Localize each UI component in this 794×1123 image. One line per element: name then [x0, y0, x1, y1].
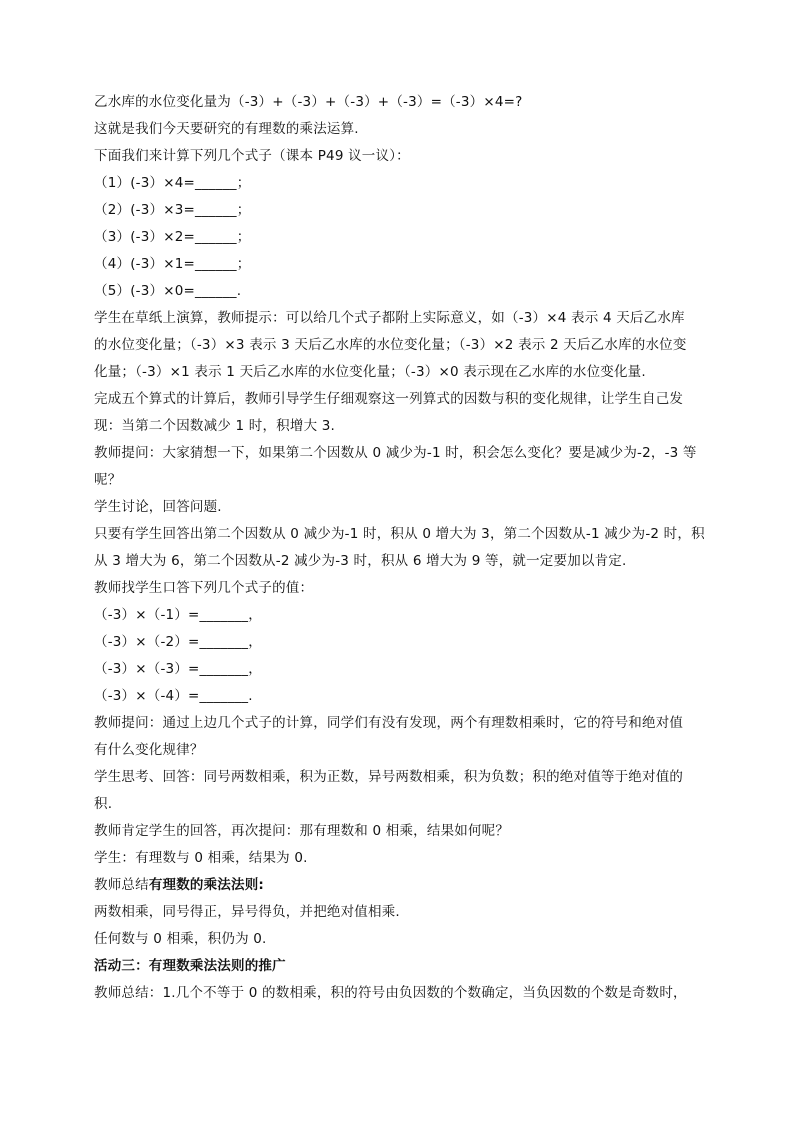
- exercise-line: （2）(-3）×3=______；: [94, 202, 251, 218]
- text-line: 这就是我们今天要研究的有理数的乘法运算.: [94, 121, 359, 137]
- summary-prefix: 教师总结: [94, 877, 149, 893]
- text-line: 只要有学生回答出第二个因数从 0 减少为-1 时，积从 0 增大为 3，第二个因数从-1 减少为-2 时，积: [94, 526, 705, 542]
- exercise-line: （-3）×（-3）=_______，: [94, 661, 262, 677]
- text-line: 的水位变化量；（-3）×3 表示 3 天后乙水库的水位变化量；（-3）×2 表示 2 天后乙水库的水位变: [94, 337, 687, 353]
- exercise-line: （5）(-3）×0=______.: [94, 283, 242, 299]
- text-line: 有什么变化规律？: [94, 742, 204, 758]
- text-line: 下面我们来计算下列几个式子（课本 P49 议一议）：: [94, 148, 410, 164]
- section-heading: 活动三：有理数乘法法则的推广: [94, 958, 286, 974]
- summary-line: [94, 872, 704, 899]
- exercise-line: （3）(-3）×2=______；: [94, 229, 251, 245]
- exercise-line: （1）(-3）×4=______；: [94, 175, 251, 191]
- document-body: [94, 89, 704, 1007]
- exercise-line: （4）(-3）×1=______；: [94, 256, 251, 272]
- text-line: 完成五个算式的计算后，教师引导学生仔细观察这一列算式的因数与积的变化规律，让学生自己发: [94, 391, 684, 407]
- summary-rule-title: 有理数的乘法法则:: [148, 877, 265, 893]
- text-line: 学生在草纸上演算，教师提示：可以给几个式子都附上实际意义，如（-3）×4 表示 4 天后乙水库: [94, 310, 685, 326]
- text-line: 教师提问：大家猜想一下，如果第二个因数从 0 减少为-1 时，积会怎么变化？要是减少为-2，-3 等: [94, 445, 697, 461]
- text-line: 教师提问：通过上边几个式子的计算，同学们有没有发现，两个有理数相乘时，它的符号和绝对值: [94, 715, 684, 731]
- text-line: 学生思考、回答：同号两数相乘，积为正数，异号两数相乘，积为负数；积的绝对值等于绝对值的: [94, 769, 684, 785]
- text-line: 从 3 增大为 6，第二个因数从-2 减少为-3 时，积从 6 增大为 9 等，就一定要加以肯定.: [94, 553, 627, 569]
- rule-line: 任何数与 0 相乘，积仍为 0.: [94, 931, 267, 947]
- text-line: 学生：有理数与 0 相乘，结果为 0.: [94, 850, 308, 866]
- exercise-line: （-3）×（-1）=_______，: [94, 607, 262, 623]
- exercise-line: （-3）×（-2）=_______，: [94, 634, 262, 650]
- text-line: 教师肯定学生的回答，再次提问：那有理数和 0 相乘，结果如何呢？: [94, 823, 510, 839]
- rule-line: 两数相乘，同号得正，异号得负，并把绝对值相乘.: [94, 904, 400, 920]
- text-line: 呢？: [94, 472, 122, 488]
- text-line: 积.: [94, 796, 113, 812]
- text-line: 乙水库的水位变化量为（-3）+（-3）+（-3）+（-3）=（-3）×4=?: [94, 94, 523, 110]
- text-line: 教师找学生口答下列几个式子的值：: [94, 580, 314, 596]
- text-line: 化量；（-3）×1 表示 1 天后乙水库的水位变化量；（-3）×0 表示现在乙水库的水位变化量.: [94, 364, 646, 380]
- text-line: 学生讨论，回答问题.: [94, 499, 222, 515]
- text-line: 现：当第二个因数减少 1 时，积增大 3.: [94, 418, 336, 434]
- exercise-line: （-3）×（-4）=_______.: [94, 688, 253, 704]
- text-line: 教师总结：1.几个不等于 0 的数相乘，积的符号由负因数的个数确定，当负因数的个数是奇数时，: [94, 985, 687, 1001]
